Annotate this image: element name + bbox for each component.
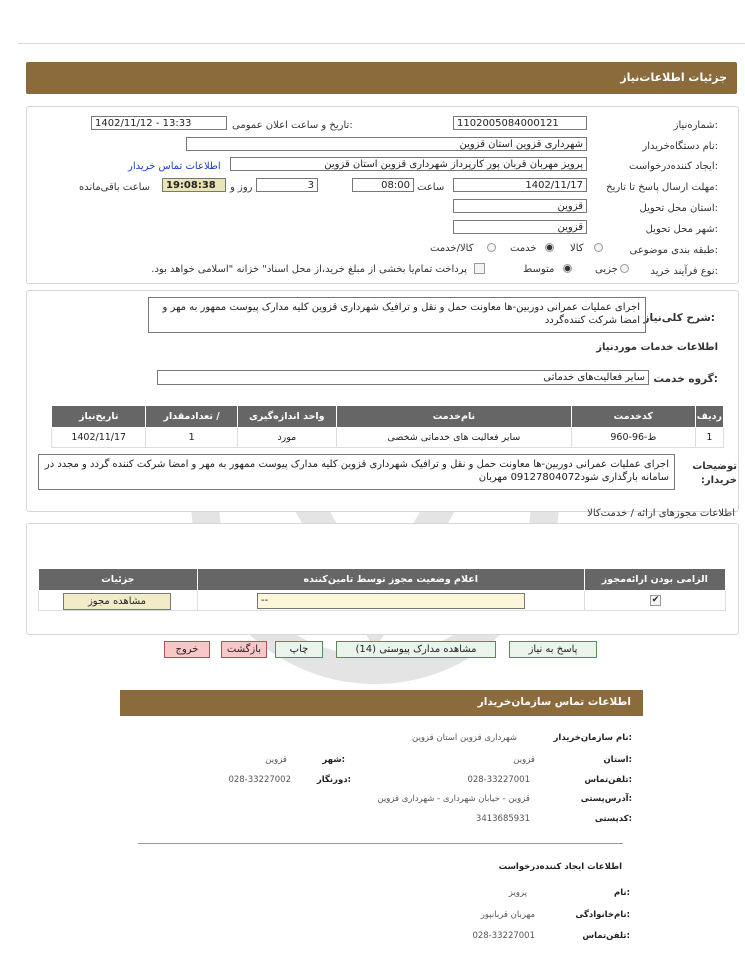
category-option-goods: کالا [570, 243, 584, 254]
province-field: قزوین [453, 199, 587, 213]
group-label: گروه خدمت: [653, 373, 718, 385]
items-table-header [52, 406, 724, 428]
col-need-date: تاریخ‌نیاز [52, 406, 146, 428]
time-label: ساعت [417, 182, 445, 193]
contact-fax-value: 028-33227002 [228, 775, 291, 785]
contact-city-value: قزوین [265, 755, 287, 765]
payment-note: پرداخت تمام‌یا بخشی از مبلغ خرید،از محل اسناد" خزانه "اسلامی خواهد بود. [151, 264, 467, 275]
print-button[interactable]: چاپ [275, 641, 323, 658]
cell-service-code: ط-96-960 [571, 428, 695, 448]
requester-label: ایجاد کننده‌درخواست: [629, 161, 718, 172]
requester-family-value: مهربان قربانپور [480, 910, 535, 920]
exit-button[interactable]: خروج [164, 641, 210, 658]
buyer-notes-text: اجرای عملیات عمرانی دوربین-ها معاونت حمل و نقل و ترافیک شهرداری قزوین کلیه مدارک پیوست ممهور به مهر و امضا شرکت کننده گردد و مجدد در سامانه بارگذاری شود09127804072 مهربان [38, 454, 675, 490]
description-label: شرح کلی‌نیاز: [643, 312, 715, 324]
col-permit-required: الزامی بودن ارائه‌مجوز [584, 569, 725, 591]
contact-phone-label: تلفن‌تماس: [584, 775, 632, 785]
cell-row: 1 [695, 428, 723, 448]
contact-postal-value: 3413685931 [475, 814, 530, 824]
buyer-notes-label: توضیحات خریدار: [692, 461, 737, 486]
requester-phone-label: تلفن‌تماس: [582, 931, 630, 941]
contact-title: اطلاعات تماس سازمان‌خریدار [477, 696, 631, 708]
permits-table-header [39, 569, 726, 591]
need-number-label: شماره‌نیاز: [673, 120, 718, 131]
remaining-time-field: 19:08:38 [162, 178, 226, 192]
process-radio-minor[interactable] [620, 264, 629, 273]
view-documents-button[interactable]: مشاهده مدارک پیوستی (14) [336, 641, 496, 658]
days-label: روز و [230, 182, 253, 193]
services-title: اطلاعات خدمات موردنیاز [596, 342, 718, 353]
city-label: شهر محل تحویل: [645, 224, 718, 235]
permits-title: اطلاعات مجوزهای ارائه / خدمت‌کالا [587, 508, 735, 519]
contact-province-value: قزوین [513, 755, 535, 765]
days-field: 3 [256, 178, 318, 192]
contact-province-label: استان: [603, 755, 632, 765]
buyer-org-field: شهرداری قزوین استان قزوین [186, 137, 587, 151]
description-text: اجرای عملیات عمرانی دوربین-ها معاونت حمل و نقل و ترافیک شهرداری قزوین کلیه مدارک پیوست ممهور به مهر و امضا شرکت کننده‌گردد [148, 297, 646, 333]
process-label: نوع فرآیند خرید: [650, 266, 718, 277]
province-label: استان محل تحویل: [639, 203, 718, 214]
category-option-both: کالا/خدمت [430, 243, 474, 254]
deadline-date-field: 1402/11/17 [453, 178, 587, 192]
cell-unit: مورد [237, 428, 336, 448]
col-details: جزئیات [39, 569, 198, 591]
contact-address-label: آدرس‌پستی: [580, 794, 632, 804]
contact-phone-value: 028-33227001 [467, 775, 530, 785]
contact-org-label: نام سازمان‌خریدار: [553, 733, 632, 743]
table-row [52, 428, 724, 448]
city-field: قزوین [453, 220, 587, 234]
treasury-checkbox[interactable] [474, 263, 485, 274]
permit-status-field[interactable]: -- [257, 593, 525, 609]
page-title: جزئیات اطلاعات‌نیاز [620, 71, 727, 84]
process-option-medium: متوسط [523, 264, 555, 275]
items-table [51, 405, 724, 448]
col-permit-status: اعلام وضعیت مجوز توسط تامین‌کننده [197, 569, 584, 591]
contact-org-value: شهرداری قزوین استان قزوین [411, 733, 517, 743]
requester-section-title: اطلاعات ایجاد کننده‌درخواست [498, 862, 622, 872]
buyer-contact-link[interactable]: اطلاعات تماس خریدار [128, 161, 221, 172]
col-quantity: تعداد‌مقدار / [146, 406, 237, 428]
requester-phone-value: 028-33227001 [472, 931, 535, 941]
back-button[interactable]: بازگشت [221, 641, 267, 658]
reply-button[interactable]: پاسخ به نیاز [509, 641, 597, 658]
col-unit: واحد اندازه‌گیری [237, 406, 336, 428]
contact-header-bar [120, 690, 643, 716]
deadline-time-field: 08:00 [352, 178, 414, 192]
page-header-bar [26, 62, 737, 94]
category-radio-service[interactable] [545, 243, 554, 252]
cell-need-date: 1402/11/17 [52, 428, 146, 448]
cell-quantity: 1 [146, 428, 237, 448]
view-permit-button[interactable]: مشاهده مجوز [63, 593, 171, 610]
category-option-service: خدمت [510, 243, 537, 254]
process-option-minor: جزیی [595, 264, 618, 275]
category-radio-both[interactable] [487, 243, 496, 252]
announce-label: تاریخ و ساعت اعلان عمومی: [232, 120, 353, 131]
top-divider [18, 43, 745, 44]
process-radio-medium[interactable] [563, 264, 572, 273]
deadline-label: مهلت ارسال پاسخ تا تاریخ: [606, 182, 718, 193]
category-label: طبقه بندی موضوعی: [629, 245, 718, 256]
col-row: ردیف [695, 406, 723, 428]
group-field: سایر فعالیت‌های خدماتی [157, 370, 649, 385]
col-service-code: کدخدمت [571, 406, 695, 428]
requester-name-value: پرویز [508, 888, 527, 898]
contact-fax-label: دورنگار: [316, 775, 351, 785]
requester-family-label: نام‌خانوادگی: [575, 910, 630, 920]
remaining-label: ساعت باقی‌مانده [79, 182, 151, 193]
need-info-panel [26, 106, 739, 284]
requester-field: پرویز مهربان قربان پور کارپرداز شهرداری قزوین استان قزوین [230, 157, 587, 171]
category-radio-goods[interactable] [594, 243, 603, 252]
contact-divider [138, 843, 623, 844]
contact-city-label: شهر: [322, 755, 345, 765]
cell-service-name: سایر فعالیت های خدماتی شخصی [336, 428, 571, 448]
requester-name-label: نام: [613, 888, 630, 898]
col-service-name: نام‌خدمت [336, 406, 571, 428]
contact-address-value: قزوین - خیابان شهرداری - شهرداری قزوین [377, 794, 530, 804]
need-number-field: 1102005084000121 [453, 116, 587, 130]
announce-field: 1402/11/12 - 13:33 [91, 116, 227, 130]
permit-required-checkbox: ✔ [651, 595, 660, 605]
contact-postal-label: کدپستی: [594, 814, 632, 824]
buyer-org-label: نام دستگاه‌خریدار: [642, 141, 718, 152]
